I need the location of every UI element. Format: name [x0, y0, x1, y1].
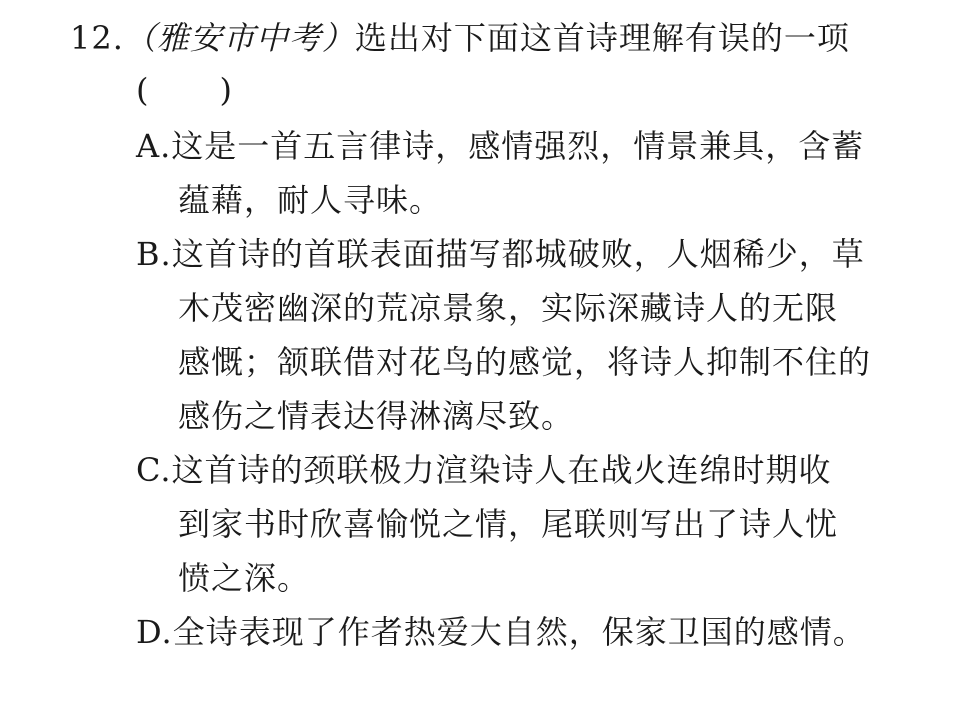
answer-blank — [136, 70, 233, 110]
answer-paren-close: ) — [219, 71, 233, 109]
question-number: 12. — [70, 19, 124, 57]
option-c-text-1: 这首诗的颈联极力渲染诗人在战火连绵时期收 — [171, 451, 832, 489]
option-a-text-2: 蕴藉，耐人寻味。 — [178, 181, 443, 219]
option-d-text-1: 全诗表现了作者热爱大自然，保家卫国的感情。 — [172, 613, 866, 651]
option-a-line2 — [178, 180, 442, 220]
option-a-text-1: 这是一首五言律诗，感情强烈，情景兼具，含蓄 — [171, 127, 865, 165]
option-b-line4 — [178, 396, 574, 436]
question-stem: 选出对下面这首诗理解有误的一项 — [354, 19, 850, 57]
option-b-text-3: 感慨；颔联借对花鸟的感觉，将诗人抑制不住的 — [178, 343, 872, 381]
option-b-line3 — [178, 342, 871, 382]
option-b-letter: B. — [136, 235, 172, 273]
option-b-text-4: 感伤之情表达得淋漓尽致。 — [178, 397, 575, 435]
option-a-line1 — [136, 126, 864, 166]
option-c-line1 — [136, 450, 832, 490]
option-b-line1 — [136, 234, 865, 274]
question-source: （雅安市中考） — [123, 19, 355, 57]
option-d-letter: D. — [136, 613, 173, 651]
answer-paren-open: ( — [136, 71, 150, 109]
option-b-text-2: 木茂密幽深的荒凉景象，实际深藏诗人的无限 — [178, 289, 839, 327]
question-stem-line — [70, 18, 850, 58]
option-d-line1 — [136, 612, 866, 652]
option-c-line3 — [178, 558, 310, 598]
option-c-text-3: 愤之深。 — [178, 559, 311, 597]
option-c-letter: C. — [136, 451, 172, 489]
option-b-line2 — [178, 288, 838, 328]
option-c-line2 — [178, 504, 838, 544]
option-a-letter: A. — [136, 127, 172, 165]
option-b-text-1: 这首诗的首联表面描写都城破败，人烟稀少，草 — [171, 235, 865, 273]
option-c-text-2: 到家书时欣喜愉悦之情，尾联则写出了诗人忧 — [178, 505, 839, 543]
